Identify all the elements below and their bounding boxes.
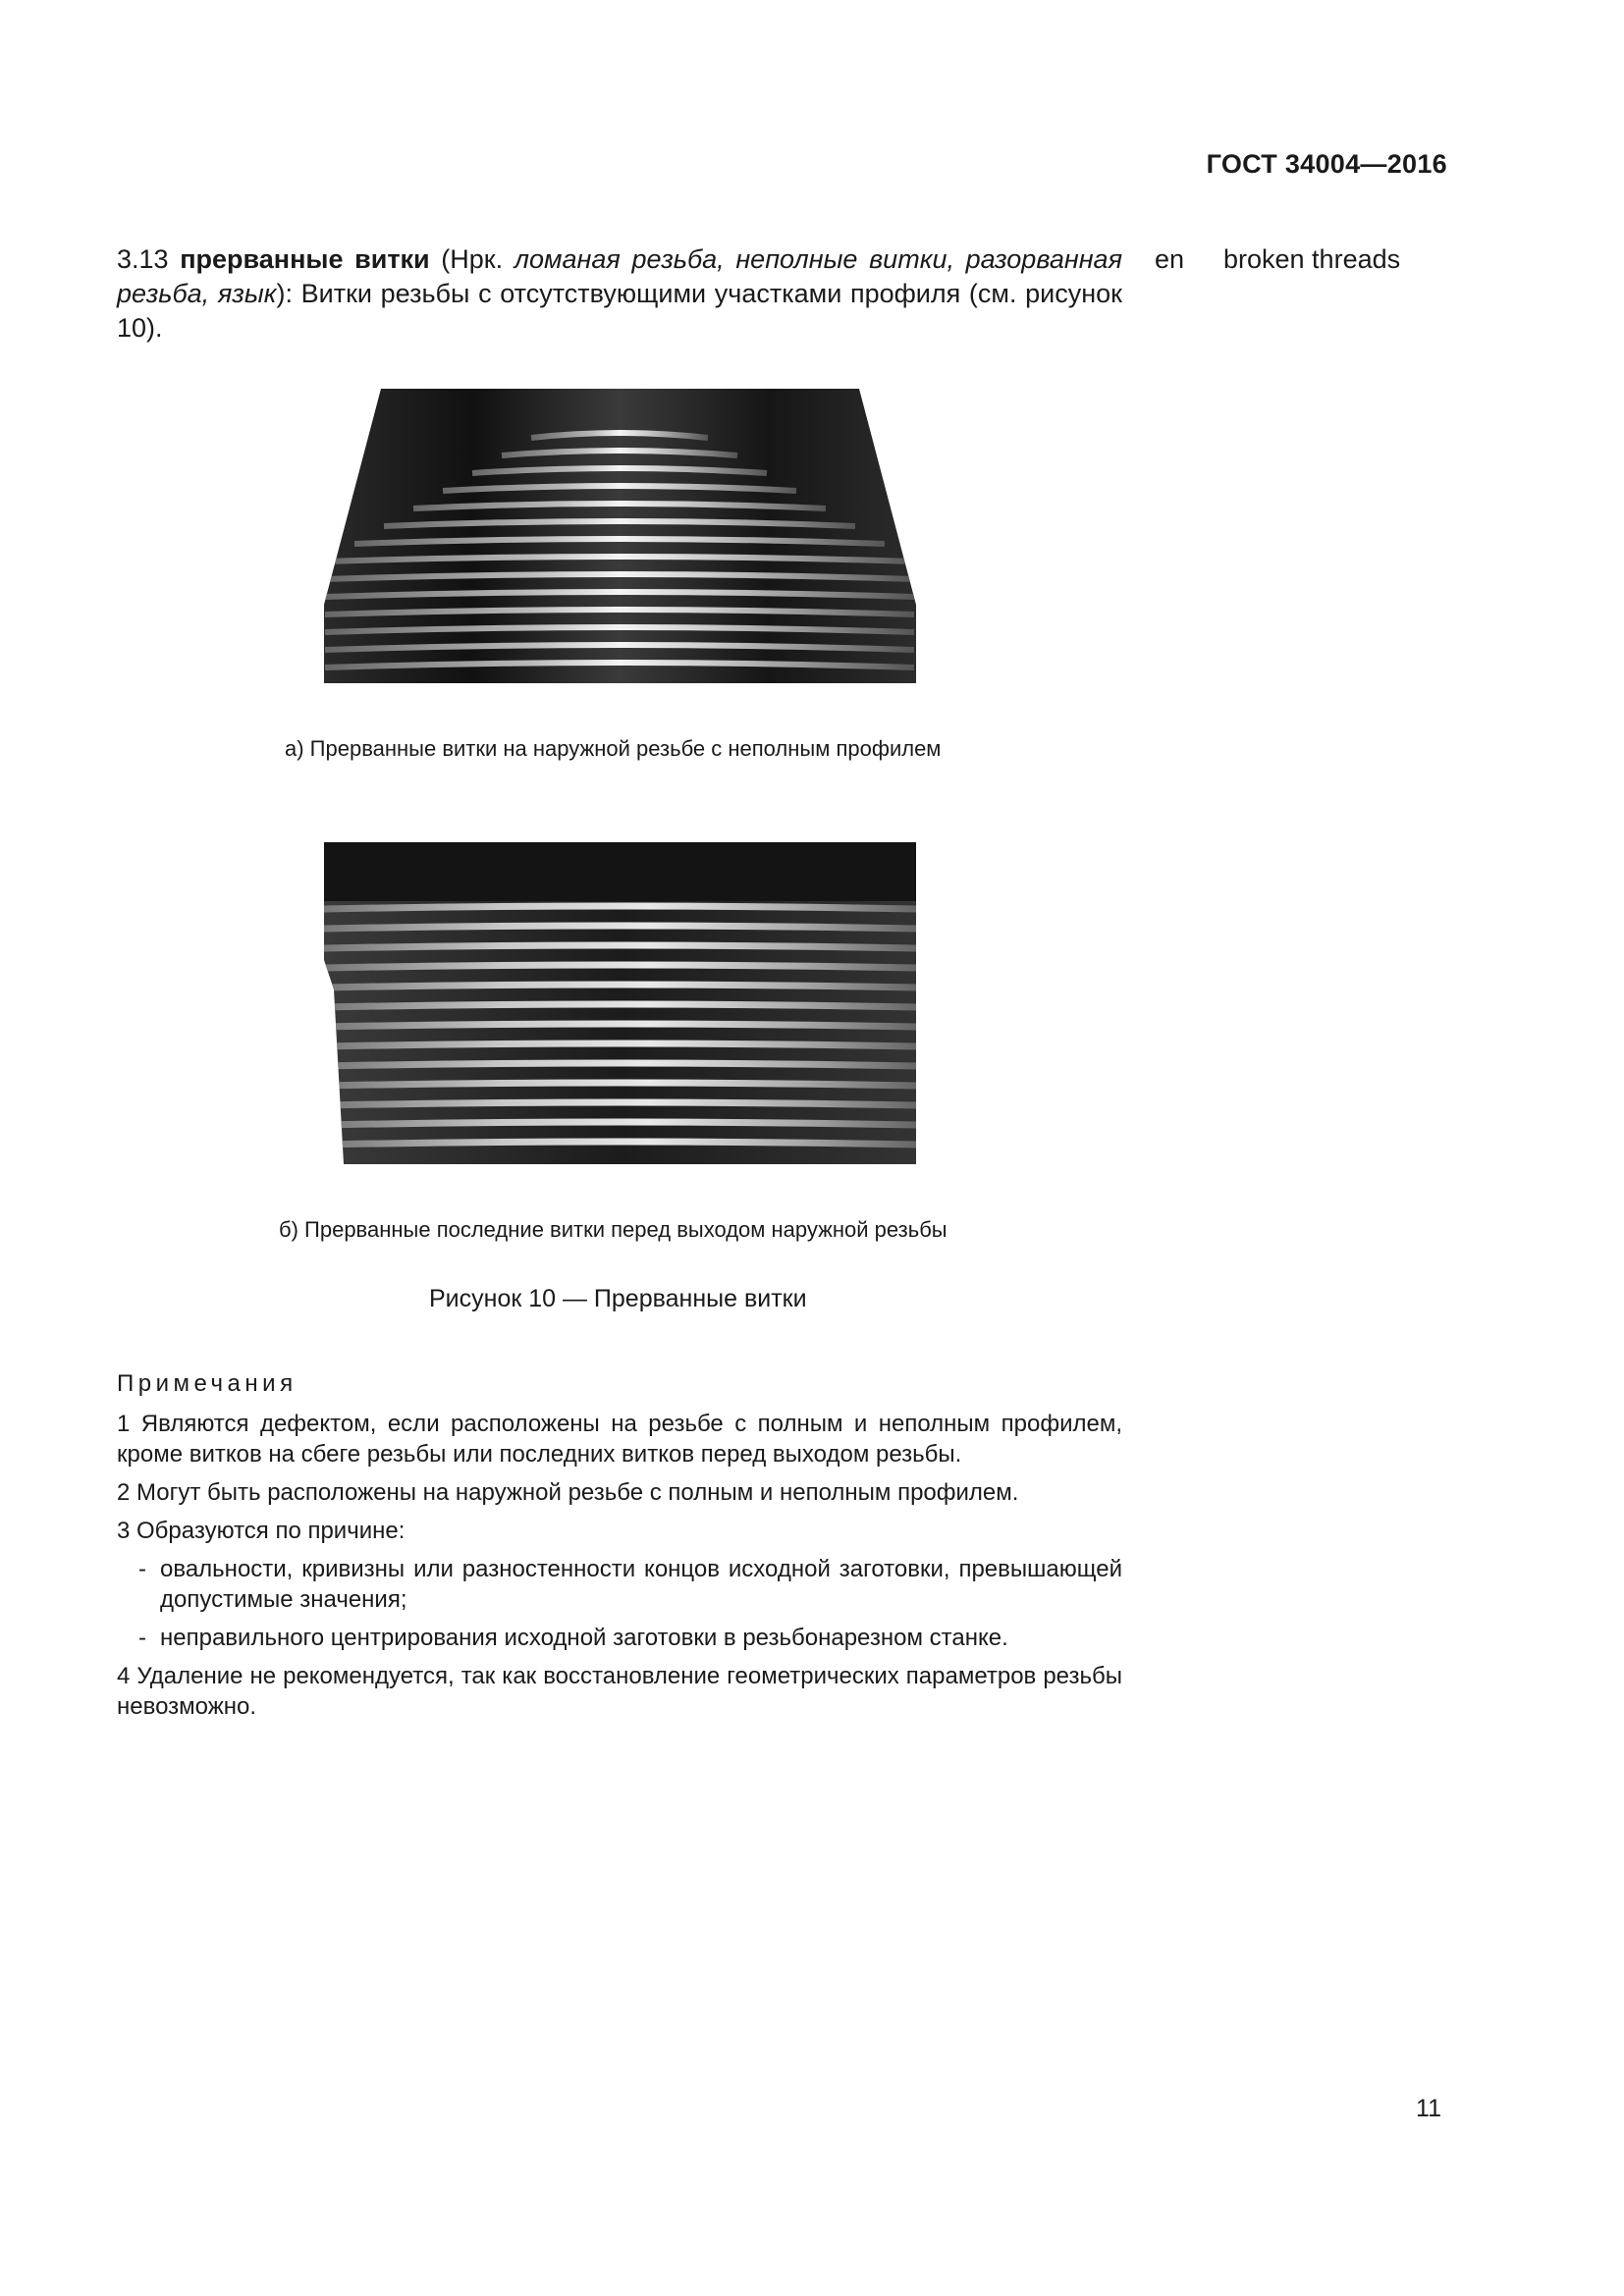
thread-ring: [324, 1083, 916, 1086]
list-dash: -: [138, 1625, 146, 1651]
thread-ring: [324, 985, 916, 988]
thread-ring: [324, 965, 916, 968]
note-3-item-text: неправильного центрирования исходной заготовки в резьбонарезном станке.: [160, 1625, 1008, 1651]
term-open: (Нрк.: [429, 244, 514, 274]
thread-photo-b: [324, 842, 916, 1164]
term-close: ):: [276, 279, 301, 308]
thread-ring: [324, 1004, 916, 1007]
thread-ring: [324, 906, 916, 909]
english-term: broken threads: [1223, 244, 1401, 274]
term-entry: [117, 242, 1122, 346]
figure-caption-a: а) Прерванные витки на наружной резьбе с неполным профилем: [285, 736, 942, 761]
note-2: 2 Могут быть расположены на наружной резьбе с полным и неполным профилем.: [117, 1479, 1019, 1506]
thread-photo-a: [324, 389, 916, 683]
note-3: 3 Образуются по причине:: [117, 1518, 406, 1544]
page-number: 11: [1416, 2095, 1441, 2122]
not-recommended-terms: ломаная резьба, неполные витки, разорванная резьба, язык: [117, 244, 1122, 308]
note-3-item-text: овальности, кривизны или разностенности концов исходной заготовки, превышающей допустимые значения;: [160, 1556, 1122, 1613]
thread-ring: [324, 945, 916, 948]
note-3-item: [117, 1554, 1122, 1615]
thread-ring: [324, 1142, 916, 1145]
term-number: 3.13: [117, 244, 169, 274]
thread-ring: [324, 1063, 916, 1066]
figure-caption-b: б) Прерванные последние витки перед выходом наружной резьбы: [279, 1217, 947, 1242]
term-name: прерванные витки: [180, 244, 430, 274]
thread-ring: [324, 926, 916, 929]
thread-ring: [324, 1102, 916, 1105]
list-dash: -: [138, 1556, 146, 1582]
thread-ring: [324, 1043, 916, 1046]
term-definition: Витки резьбы с отсутствующими участками профиля (см. рисунок 10).: [117, 279, 1122, 343]
notes-heading: Примечания: [117, 1370, 298, 1397]
thread-ring: [324, 1024, 916, 1027]
note-3-item: [117, 1623, 1122, 1653]
note-4: 4 Удаление не рекомендуется, так как восстановление геометрических параметров резьбы невозможно.: [117, 1663, 1122, 1720]
note-1: 1 Являются дефектом, если расположены на резьбе с полным и неполным профилем, кроме витков на сбеге резьбы или последних витков перед выходом резьбы.: [117, 1411, 1122, 1468]
document-header: ГОСТ 34004—2016: [1206, 149, 1447, 179]
figure-title: Рисунок 10 — Прерванные витки: [429, 1285, 807, 1312]
notes-block: [117, 1368, 1122, 1730]
language-tag: en: [1155, 244, 1185, 274]
thread-ring: [324, 1122, 916, 1125]
